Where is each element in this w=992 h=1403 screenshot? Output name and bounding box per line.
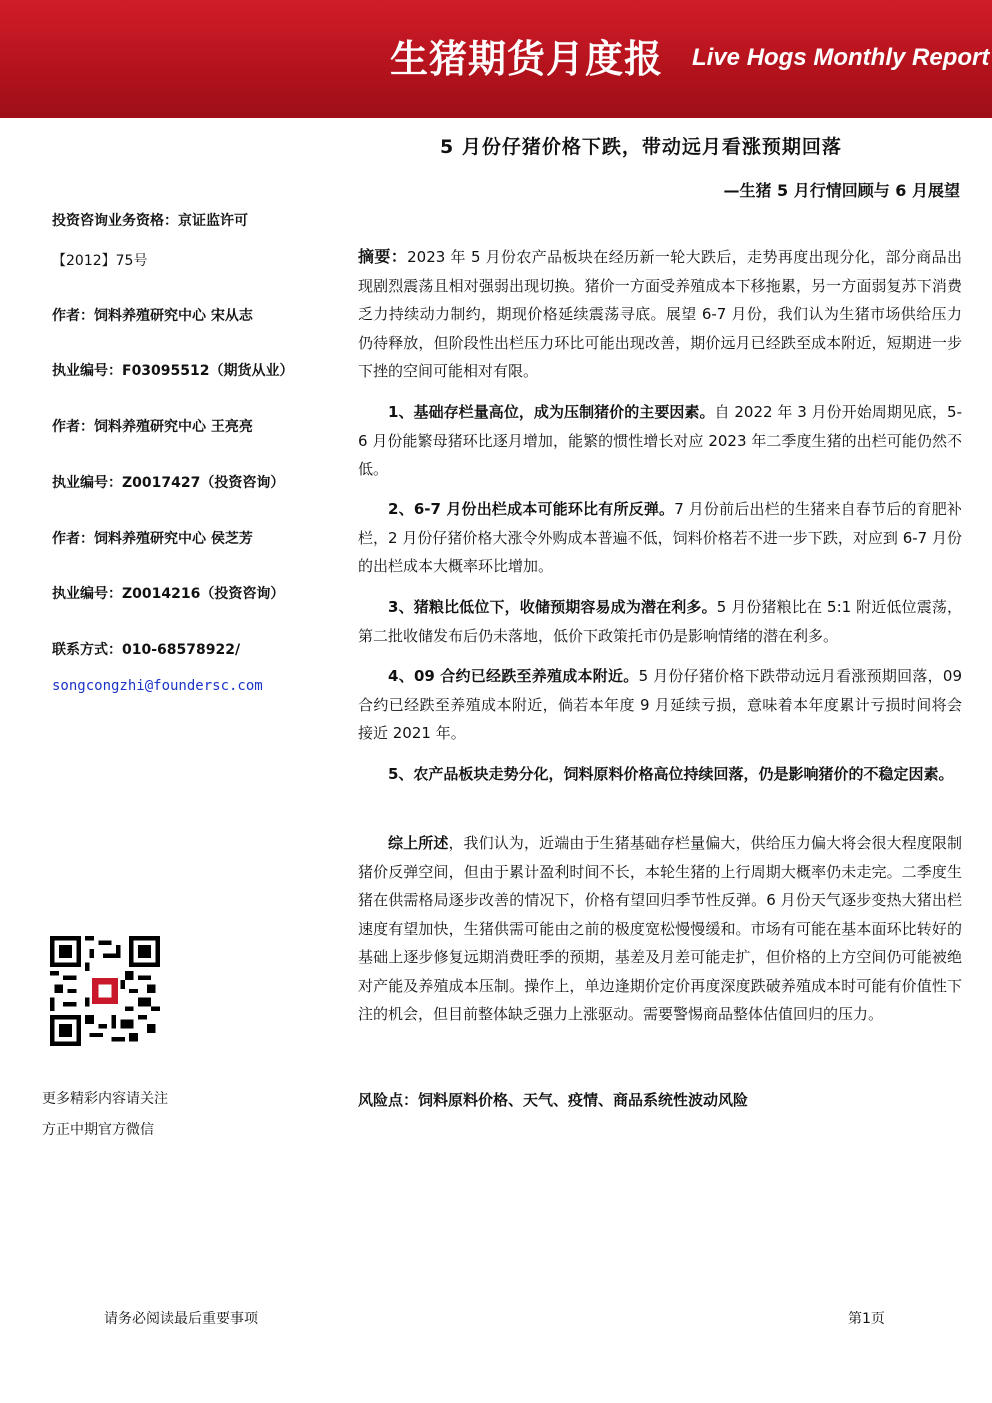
author-2: 作者：饲料养殖研究中心 王亮亮 xyxy=(52,419,253,435)
contact-email[interactable]: songcongzhi@foundersc.com xyxy=(52,678,263,694)
author-3-id: 执业编号：Z0014216（投资咨询） xyxy=(52,586,285,602)
point-4-text: 5 月份仔猪价格下跌带动远月看涨预期回落，09 合约已经跌至养殖成本附近，倘若本年度 9 月延续亏损，意味着本年度累计亏损时间将会接近 2021 年。 xyxy=(358,667,962,742)
point-4 xyxy=(358,662,962,748)
qr-caption-2: 方正中期官方微信 xyxy=(42,1122,154,1138)
point-2-lead: 2、6-7 月份出栏成本可能环比有所反弹。 xyxy=(388,500,675,518)
point-5 xyxy=(358,760,962,789)
point-1-text: 自 2022 年 3 月份开始周期见底，5-6 月份能繁母猪环比逐月增加，能繁的惯性增长对应 2023 年二季度生猪的出栏可能仍然不低。 xyxy=(358,403,962,478)
point-1-lead: 1、基础存栏量高位，成为压制猪价的主要因素。 xyxy=(388,403,715,421)
point-3-lead: 3、猪粮比低位下，收储预期容易成为潜在利多。 xyxy=(388,598,717,616)
point-4-lead: 4、09 合约已经跌至养殖成本附近。 xyxy=(388,667,639,685)
conclusion-text: ，我们认为，近端由于生猪基础存栏量偏大，供给压力偏大将会很大程度限制猪价反弹空间，但由于累计盈利时间不长，本轮生猪的上行周期大概率仍未走完。二季度生猪在供需格局逐步改善的情况下，价格有望回归季节性反弹。6 月份天气逐步变热大猪出栏速度有望加快，生猪供需可能由之前的极度宽松慢慢缓和。市场有可能在基本面环比转好的基础上逐步修复远期消费旺季的预期，基差及月差可能走扩，但价格的上方空间仍可能被绝对产能及养殖成本压制。操作上，单边逢期价定价再度深度跌破养殖成本时可能有价值性下注的机会，但目前整体缺乏强力上涨驱动。需要警惕商品整体估值回归的压力。 xyxy=(358,834,962,1023)
summary-text: 2023 年 5 月份农产品板块在经历新一轮大跌后，走势再度出现分化，部分商品出现剧烈震荡且相对强弱出现切换。猪价一方面受养殖成本下移拖累，另一方面弱复苏下消费乏力持续动力制约，期现价格延续震荡寻底。展望 6-7 月份，我们认为生猪市场供给压力仍待释放，但阶段性出栏压力环比可能出现改善，期价远月已经跌至成本附近，短期进一步下挫的空间可能相对有限。 xyxy=(358,248,962,380)
summary-paragraph xyxy=(358,243,962,386)
license-line-1: 投资咨询业务资格：京证监许可 xyxy=(52,213,248,229)
page-number: 第1页 xyxy=(848,1311,885,1327)
author-1: 作者：饲料养殖研究中心 宋从志 xyxy=(52,308,253,324)
header-banner xyxy=(0,0,992,118)
point-2 xyxy=(358,495,962,581)
qr-code-icon xyxy=(50,936,160,1046)
author-3: 作者：饲料养殖研究中心 侯芝芳 xyxy=(52,531,253,547)
point-2-text: 7 月份前后出栏的生猪来自春节后的育肥补栏，2 月份仔猪价格大涨令外购成本普遍不低，饲料价格若不进一步下跌，对应到 6-7 月份的出栏成本大概率环比增加。 xyxy=(358,500,962,575)
license-line-2: 【2012】75号 xyxy=(52,253,148,269)
contact-phone: 联系方式：010-68578922/ xyxy=(52,642,241,658)
report-subtitle: —生猪 5 月行情回顾与 6 月展望 xyxy=(723,181,960,200)
footer-note: 请务必阅读最后重要事项 xyxy=(104,1311,258,1327)
header-title-cn: 生猪期货月度报 xyxy=(390,37,664,81)
header-title-en: Live Hogs Monthly Report xyxy=(692,44,990,71)
summary-lead: 摘要： xyxy=(358,247,408,266)
point-3-text: 5 月份猪粮比在 5:1 附近低位震荡，第二批收储发布后仍未落地，低价下政策托市仍是影响情绪的潜在利多。 xyxy=(358,598,962,645)
point-3 xyxy=(358,593,962,650)
conclusion-lead: 综上所述 xyxy=(388,834,449,852)
report-title: 5 月份仔猪价格下跌，带动远月看涨预期回落 xyxy=(440,136,842,158)
author-1-id: 执业编号：F03095512（期货从业） xyxy=(52,363,294,379)
author-2-id: 执业编号：Z0017427（投资咨询） xyxy=(52,475,285,491)
qr-caption-1: 更多精彩内容请关注 xyxy=(42,1091,168,1107)
risk-points: 风险点：饲料原料价格、天气、疫情、商品系统性波动风险 xyxy=(358,1091,749,1109)
point-5-lead: 5、农产品板块走势分化，饲料原料价格高位持续回落，仍是影响猪价的不稳定因素。 xyxy=(388,765,954,783)
point-1 xyxy=(358,398,962,484)
conclusion-paragraph xyxy=(358,829,962,1029)
